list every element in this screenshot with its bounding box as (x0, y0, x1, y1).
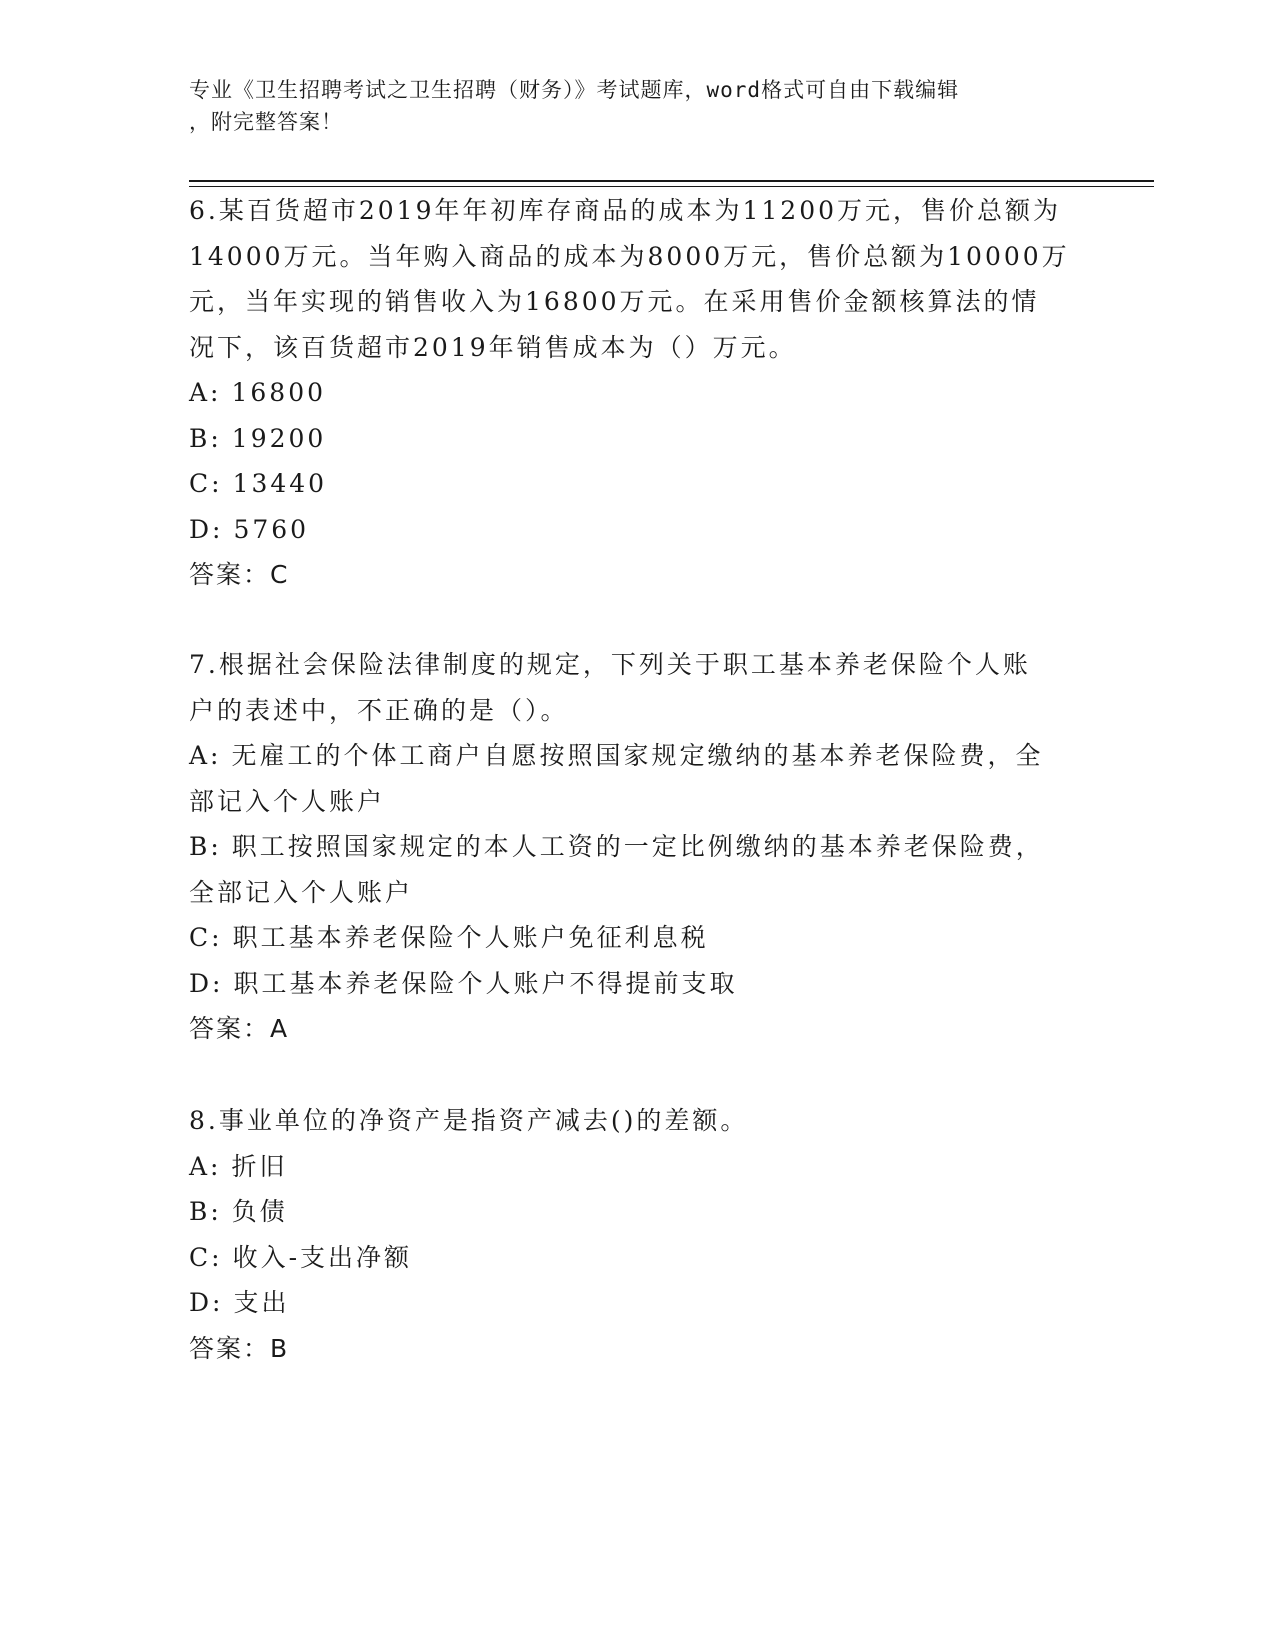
option-continuation: 部记入个人账户 (189, 786, 386, 816)
question-stem (189, 1098, 1089, 1144)
option-a (189, 370, 1089, 416)
option-text: 负债 (231, 1197, 288, 1226)
stem-line: 7.根据社会保险法律制度的规定，下列关于职工基本养老保险个人账 (189, 650, 1031, 679)
option-d (189, 507, 1089, 553)
stem-line: 况下，该百货超市2019年销售成本为（）万元。 (189, 332, 797, 362)
header-line-1: 专业《卫生招聘考试之卫生招聘（财务）》考试题库，word格式可自由下载编辑 (189, 78, 960, 102)
option-letter: C: (189, 923, 223, 952)
stem-line: 户的表述中，不正确的是（）。 (189, 695, 569, 725)
option-text: 16800 (231, 378, 327, 407)
option-letter: A: (189, 741, 222, 770)
option-letter: A: (189, 378, 222, 407)
option-letter: A: (189, 1151, 222, 1181)
option-c (189, 461, 1089, 507)
option-letter: D: (189, 514, 224, 544)
option-b (189, 824, 1089, 915)
question-7 (189, 642, 1089, 1052)
option-text: 支出 (233, 1288, 290, 1317)
option-c (189, 1235, 1089, 1281)
option-text: 收入-支出净额 (232, 1242, 413, 1272)
option-letter: B: (189, 832, 222, 861)
option-letter: D: (189, 1288, 224, 1317)
option-a (189, 1144, 1089, 1190)
answer: 答案：A (189, 1014, 290, 1043)
option-letter: B: (189, 1197, 222, 1226)
option-letter: C: (189, 469, 223, 498)
option-text: 职工基本养老保险个人账户免征利息税 (232, 923, 709, 952)
option-text: 无雇工的个体工商户自愿按照国家规定缴纳的基本养老保险费，全 (231, 741, 1044, 770)
stem-line: 6.某百货超市2019年年初库存商品的成本为11200万元，售价总额为 (189, 196, 1062, 225)
question-stem (189, 188, 1089, 370)
option-text: 折旧 (231, 1151, 288, 1181)
stem-line: 元，当年实现的销售收入为16800万元。在采用售价金额核算法的情 (189, 287, 1040, 316)
question-6 (189, 188, 1089, 598)
question-8 (189, 1098, 1089, 1371)
option-text: 职工按照国家规定的本人工资的一定比例缴纳的基本养老保险费， (231, 832, 1044, 861)
option-c (189, 915, 1089, 961)
answer: 答案：C (189, 560, 290, 589)
header-divider-thick (189, 180, 1154, 182)
option-b (189, 416, 1089, 462)
option-a (189, 733, 1089, 824)
header-line-2: ，附完整答案！ (189, 110, 343, 134)
option-d (189, 961, 1089, 1007)
option-letter: D: (189, 968, 224, 998)
stem-line: 8.事业单位的净资产是指资产减去()的差额。 (189, 1106, 749, 1135)
option-b (189, 1189, 1089, 1235)
option-text: 19200 (231, 423, 327, 453)
option-text: 职工基本养老保险个人账户不得提前支取 (233, 968, 738, 998)
header-divider-thin (189, 186, 1154, 187)
header-note (189, 74, 1069, 138)
option-letter: B: (189, 423, 222, 453)
option-text: 5760 (233, 514, 310, 544)
option-text: 13440 (232, 469, 328, 498)
stem-line: 14000万元。当年购入商品的成本为8000万元，售价总额为10000万 (189, 241, 1070, 271)
option-d (189, 1280, 1089, 1326)
option-letter: C: (189, 1242, 223, 1272)
answer: 答案：B (189, 1333, 290, 1363)
question-stem (189, 642, 1089, 733)
option-continuation: 全部记入个人账户 (189, 877, 414, 907)
